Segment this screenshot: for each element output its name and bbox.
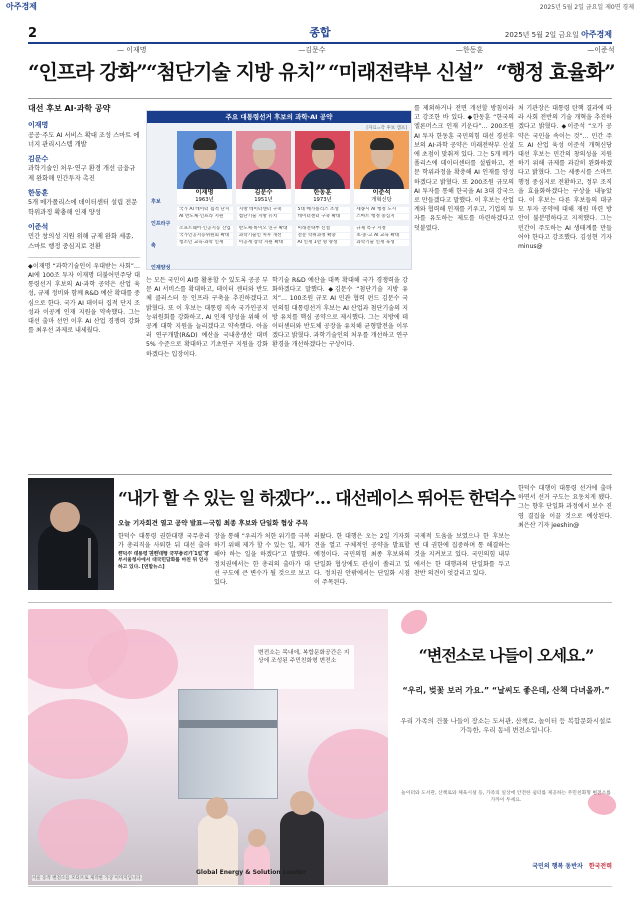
candidate-names bbox=[177, 189, 409, 204]
pledge-desc: 과학기술인 처우·연구 환경 개선 금융규제 완화해 민간투자 촉진 bbox=[28, 165, 136, 182]
section-title: 종합 bbox=[309, 26, 331, 39]
page-number: 2 bbox=[28, 26, 38, 41]
top-issue: 2025년 5월 2일 금요일 제0면 경제 bbox=[539, 3, 634, 11]
ad-quote: “우리, 벚꽃 보러 가요.” “날씨도 좋은데, 산책 다녀올까.” bbox=[402, 686, 610, 695]
page-header bbox=[28, 22, 612, 44]
article-column: 학기술 R&D 예산을 대폭 확대해 국가 경쟁력을 강화하겠다고 말했다. ◆김문수 “첨단기술 지방 유치”… 100조원 규모 AI 민관 협력 펀드 김문수 국민의힘 대통령선거 후보는 AI 산업과 첨단기술의 지방 유치를 핵심 공약으로 제시했다. 그는 지방에 데이터센터와 반도체 공장을 유치해 균형발전을 이루겠다고 밝혔다. 과학기술인의 처우를 개선하고 연구 환경을 개선하겠다는 구상이다. bbox=[272, 277, 408, 349]
graphic-source: [자료=각 후보 캠프] bbox=[366, 126, 407, 131]
quote-lee-junseok: —이준석 “행정 효율화” bbox=[496, 46, 615, 84]
ad-tagline: Global Energy & Solution Leader bbox=[196, 869, 307, 876]
portrait-lee-junseok bbox=[354, 131, 409, 189]
pledge-col: 5대 메가폴리스 조성 데이터센터 구축 확대 미래전략부 신설 전문 학위과정 확충 AI 인재 1만 명 양성 bbox=[296, 207, 351, 247]
kepco-logos bbox=[532, 861, 612, 870]
kepco-logo: 한국전력 bbox=[588, 863, 612, 870]
top-strip bbox=[0, 0, 640, 12]
ad-headline: “변전소로 나들이 오세요.” bbox=[418, 646, 594, 665]
pledge-col: 지방 데이터센터 구축 첨단기술 지방 유치 반도체·바이오 연구 확대 과학기술인 처우 개선 이공계 장학 지원 확대 bbox=[237, 207, 292, 247]
ad-image bbox=[28, 609, 388, 885]
graphic-title: 주요 대통령선거 후보의 과학·AI 공약 bbox=[147, 111, 411, 123]
article-column: 한덕수 대통령 권한대행 국무총리가 총리직을 사퇴한 뒤 대선 출마 bbox=[118, 533, 210, 550]
article-column: 러왔다. 한 대행은 오는 2일 기자회견을 열고 구체적인 공약을 발표할 예정이다. 국민의힘 최종 후보와의 단일화 협상에도 관심이 쏠리고 있다. 정치권 안팎에서는 단일화 시점이 주목된다. bbox=[314, 533, 410, 587]
candidate-label: 김문수 1951년 bbox=[236, 189, 291, 204]
quote-kim-moonsoo: —김문수 “첨단기술 지방 유치” bbox=[146, 46, 326, 84]
top-logo: 아주경제 bbox=[6, 1, 37, 11]
ad-sign: 변전소는 목내에, 복합문화공간은 지상에 조성된 주민친화형 변전소 bbox=[254, 645, 354, 689]
portrait-han-donghoon bbox=[295, 131, 350, 189]
divider bbox=[28, 474, 612, 475]
ad-caption: 서울 동작 변전소를 모티브로 제작한 가상 이미지입니다. bbox=[32, 876, 142, 881]
ad-description: 우리 가족의 건물 나들이 장소는 도서관, 산책로, 놀이터 등 복합문화시설로 가득한, 우리 동네 변전소입니다. bbox=[400, 717, 612, 734]
pledge-name: 이준석 bbox=[28, 222, 49, 231]
ad-subdescription: 놀이터와 도서관, 산책로와 체육시설 등, 가족의 일상에 안전한 쉼터를 제공하는 주민친화형 변전소를 가까이 두세요. bbox=[401, 791, 611, 803]
kepco-advertisement bbox=[28, 602, 612, 884]
headline-quotes bbox=[28, 46, 615, 92]
pledge-name: 이재명 bbox=[28, 121, 49, 130]
pledge-col: 세종시 AI 행정 도시 스마트 행정 중심지 규제 특구 지정 초·중·고 AI 교육 확대 과학기술 인재 육성 bbox=[354, 207, 409, 247]
pledge-summary bbox=[28, 104, 140, 472]
article2-subhead: 오늘 기자회견 열고 공약 발표—국힘 최종 후보와 단일화 협상 주목 bbox=[118, 519, 309, 527]
graphic-row-labels: 후보 인프라구축 인재양성 bbox=[151, 199, 171, 271]
header-date: 2025년 5월 2일 금요일 아주경제 bbox=[504, 30, 612, 39]
portrait-lee-jaemyung bbox=[177, 131, 232, 189]
article2-headline: “내가 할 수 있는 일 하겠다”… 대선레이스 뛰어든 한덕수 bbox=[118, 489, 515, 509]
quote-lee-jaemyung: — 이재명 “인프라 강화” bbox=[28, 46, 147, 84]
han-duckso-photo bbox=[28, 478, 114, 590]
article-column: 처 기관장은 대통령 탄핵 결과에 따라 사회 전반의 기술 개혁을 추진하겠다고 밝혔다. ◆이준석 “오가 공약은 국민을 속이는 것”… 민간 주도 AI 산업 육성 이준석 개혁신당 대선 후보는 민간의 창의성을 지원하기 위해 규제를 과감히 완화하겠다고 밝혔다. 그는 세종시를 스마트 행정 중심지로 전환하고, 정부 조직을 효율화하겠다는 구상을 내놓았다. 이 후보는 다른 후보들의 대규모 투자 공약에 대해 재원 마련 방안이 불분명하다고 지적했다. 그는 민간이 주도하는 AI 생태계를 만들어야 한다고 강조했다. 김성현 기자 minus@ bbox=[518, 105, 612, 251]
pledge-name: 김문수 bbox=[28, 155, 49, 164]
pledge-desc: 5개 메가폴리스에 데이터센터 설립 전문 학위과정 확충해 인재 양성 bbox=[28, 199, 138, 216]
pledge-desc: 민간 창의성 지원 위해 규제 완화 세종, 스마트 행정 중심지로 전환 bbox=[28, 233, 134, 250]
divider bbox=[28, 98, 612, 99]
petal-decoration bbox=[397, 607, 431, 637]
quote-han-donghoon: —한동훈 “미래전략부 신설” bbox=[328, 46, 484, 84]
article-column: 를 제외하거나 전면 개선할 방침이라고 강조한 바 있다. ◆한동훈 “한국의 엘론머스크 인재 키운다”… 200조원 AI 투자 한동훈 국민의힘 대선 경선후보의 AI·과학 공약은 미래전략부 신설에 초점이 맞춰져 있다. 그는 5개 메가폴리스에 데이터센터를 설립하고, 전문 학위과정을 확충해 AI 인재를 양성하겠다고 밝혔다. 또 200조원 규모의 AI 투자를 통해 한국을 AI 3대 강국으로 만들겠다고 말했다. 이 후보는 산업계와 협력해 인재를 키우고, 기업의 투자를 유도하는 제도를 마련하겠다고 덧붙였다. bbox=[414, 105, 514, 232]
footer-divider bbox=[28, 886, 612, 887]
pledge-grid bbox=[177, 207, 409, 247]
article-column: 국제적 도움을 보였으나 한 후보는 빈 대 권한에 집중하며 통 해결하는 것을 지켜보고 있다. 국민의힘 내부에서는 한 대행과의 단일화를 두고 찬반 의견이 엇갈리고 있다. bbox=[414, 533, 510, 577]
pledge-col: 국가 AI 데이터 집적 단지 AI 반도체·인프라 지원 소프트웨어·인공지능 산업 국가인공지능위원회 확대 청소년 교육·과학 인재 bbox=[179, 207, 231, 245]
pledge-graphic bbox=[146, 110, 412, 270]
article-body: ◆이재명 “과학기술인이 우대받는 사회”… AI에 100조 투자 이재명 더불어민주당 대통령선거 후보의 AI·과학 공약은 산업 육성, 규제 정비와 함께 R&D 예산 확대를 중심으로 한다. 국가 AI 데이터 집적 단지 조성과 이공계 인재 지원을 약속했다. 그는 대선 출마 선언 이후 AI 산업 경쟁력 강화를 최우선 과제로 내세웠다. bbox=[28, 257, 140, 336]
substation-building bbox=[178, 689, 278, 799]
pledge-title: 대선 후보 AI·과학 공약 bbox=[28, 104, 111, 113]
article-column: 한덕수 대행이 대통령 선거에 출마하면서 선거 구도는 요동치게 됐다. 그는 향후 단일화 과정에서 보수 진영 결집을 이끌 것으로 예상된다. 최은산 기자 jeeshin@ bbox=[518, 485, 612, 529]
portrait-kim-moonsoo bbox=[236, 131, 291, 189]
article-column: 장을 통해 “우리가 처한 위기를 극복하기 위해 제가 할 수 있는 일, 제가 해야 하는 일을 하겠다”고 말했다. 정치권에서는 한 총리의 출마가 대선 구도에 큰 변수가 될 것으로 보고 있다. bbox=[214, 533, 310, 587]
candidate-label: 한동훈 1973년 bbox=[295, 189, 350, 204]
photo-caption: 한덕수 대통령 권한대행 국무총리가 1일 정부서울청사에서 대국민담화를 마친 뒤 인사하고 있다. [연합뉴스] bbox=[118, 552, 209, 570]
logo-text: 국민의 행복 동반자 bbox=[532, 863, 583, 870]
pledge-name: 한동훈 bbox=[28, 189, 49, 198]
article-column: 는 모든 국민이 AI를 활용할 수 있도록 공공 부문 AI 서비스를 확대하고, 데이터 센터와 반도체 클러스터 등 인프라 구축을 추진하겠다고 밝혔다. 또 이 후보는 대통령 직속 국가인공지능위원회를 강화하고, AI 인재 양성을 위해 이공계 대학 지원을 늘리겠다고 약속했다. 아울러 연구개발(R&D) 예산을 국내총생산 대비 5% 수준으로 확대하고 기초연구 지원을 강화하겠다는 입장이다. bbox=[146, 277, 268, 358]
candidate-portraits bbox=[177, 131, 409, 191]
candidate-label: 이재명 1963년 bbox=[177, 189, 232, 204]
candidate-label: 이준석 개혁신당 bbox=[354, 189, 409, 204]
pledge-desc: 공공·주도 AI 서비스 확대 조성 스마트 에너지 관리시스템 개발 bbox=[28, 131, 140, 148]
